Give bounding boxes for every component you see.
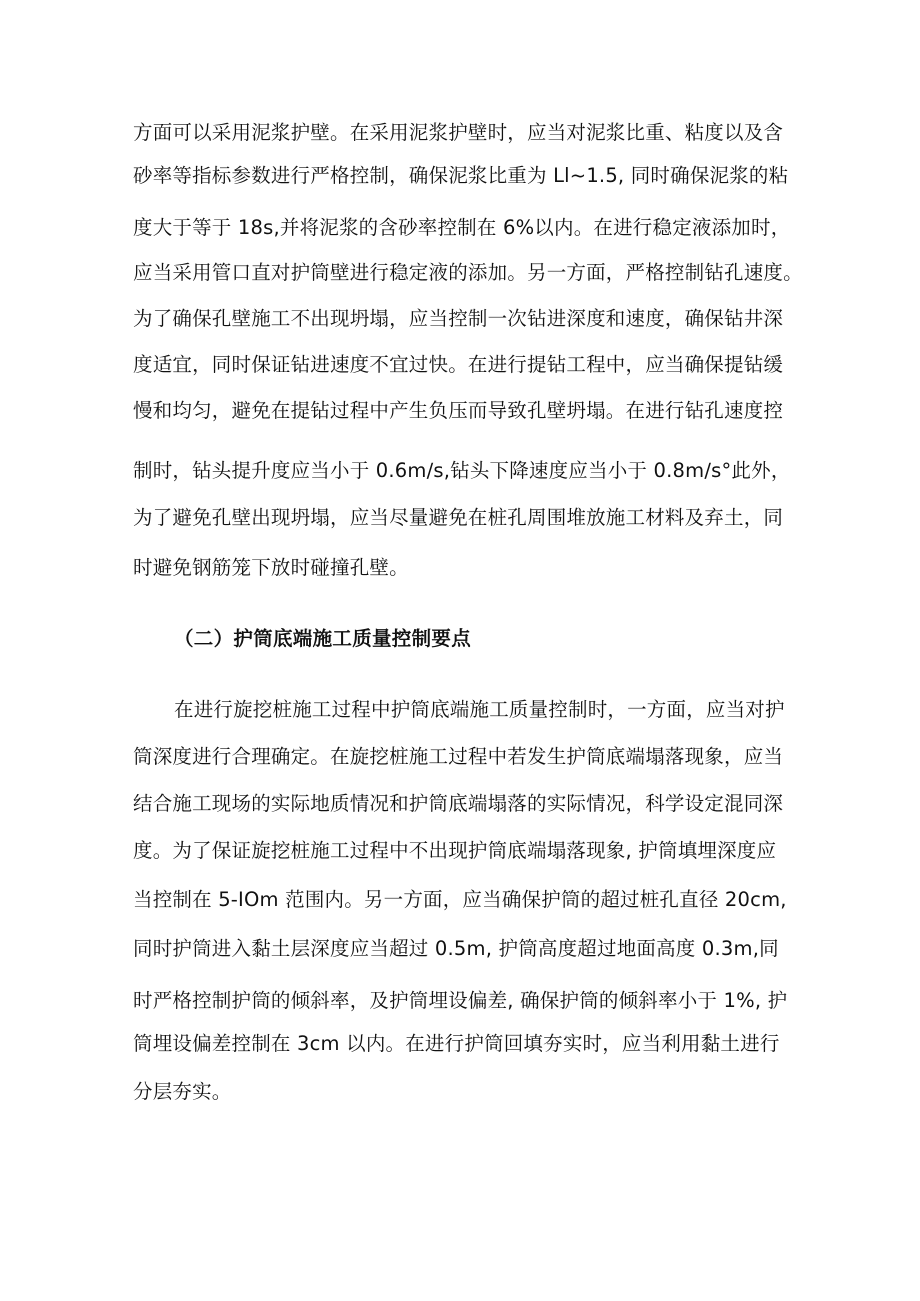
paragraph-1-line-9: 为了避免孔壁出现坍塌，应当尽量避免在桩孔周围堆放施工材料及弃土，同 — [133, 506, 784, 529]
paragraph-2-line-4: 度。为了保证旋挖桩施工过程中不出现护筒底端塌落现象, 护筒填埋深度应 — [133, 839, 777, 862]
paragraph-1-line-5: 为了确保孔壁施工不出现坍塌，应当控制一次钻进深度和速度，确保钻井深 — [133, 307, 784, 330]
paragraph-2-line-3: 结合施工现场的实际地质情况和护筒底端塌落的实际情况，科学设定混同深 — [133, 792, 784, 815]
paragraph-2-line-2: 筒深度进行合理确定。在旋挖桩施工过程中若发生护筒底端塌落现象，应当 — [133, 745, 784, 768]
paragraph-1-line-6: 度适宜，同时保证钻进速度不宜过快。在进行提钻工程中，应当确保提钻缓 — [133, 353, 784, 376]
paragraph-1-line-10: 时避免钢筋笼下放时碰撞孔壁。 — [133, 556, 409, 579]
section-heading: （二）护筒底端施工质量控制要点 — [174, 627, 472, 650]
paragraph-1-line-4: 应当采用管口直对护筒壁进行稳定液的添加。另一方面，严格控制钻孔速度。 — [133, 261, 803, 284]
paragraph-2-line-8: 筒埋设偏差控制在 3cm 以内。在进行护筒回填夯实时，应当利用黏土进行 — [133, 1032, 780, 1055]
paragraph-2-line-7: 时严格控制护筒的倾斜率，及护筒埋设偏差, 确保护筒的倾斜率小于 1%, 护 — [133, 989, 788, 1012]
paragraph-1-line-7: 慢和均匀，避免在提钻过程中产生负压而导致孔壁坍塌。在进行钻孔速度控 — [133, 399, 784, 422]
paragraph-2-line-9: 分层夯实。 — [133, 1080, 232, 1103]
paragraph-1-line-2: 砂率等指标参数进行严格控制，确保泥浆比重为 Ll~1.5, 同时确保泥浆的粘 — [133, 164, 789, 187]
paragraph-1-line-8: 制时，钻头提升度应当小于 0.6m∕s,钻头下降速度应当小于 0.8m∕s°此外， — [133, 459, 791, 482]
paragraph-1-line-3: 度大于等于 18s,并将泥浆的含砂率控制在 6%以内。在进行稳定液添加时， — [133, 216, 791, 239]
paragraph-1-line-1: 方面可以采用泥浆护壁。在采用泥浆护壁时，应当对泥浆比重、粘度以及含 — [133, 121, 784, 144]
paragraph-2-line-1: 在进行旋挖桩施工过程中护筒底端施工质量控制时，一方面，应当对护 — [174, 698, 785, 721]
paragraph-2-line-5: 当控制在 5-IOm 范围内。另一方面，应当确保护筒的超过桩孔直径 20cm, — [133, 888, 787, 911]
paragraph-2-line-6: 同时护筒进入黏土层深度应当超过 0.5m, 护筒高度超过地面高度 0.3m,同 — [133, 937, 779, 960]
